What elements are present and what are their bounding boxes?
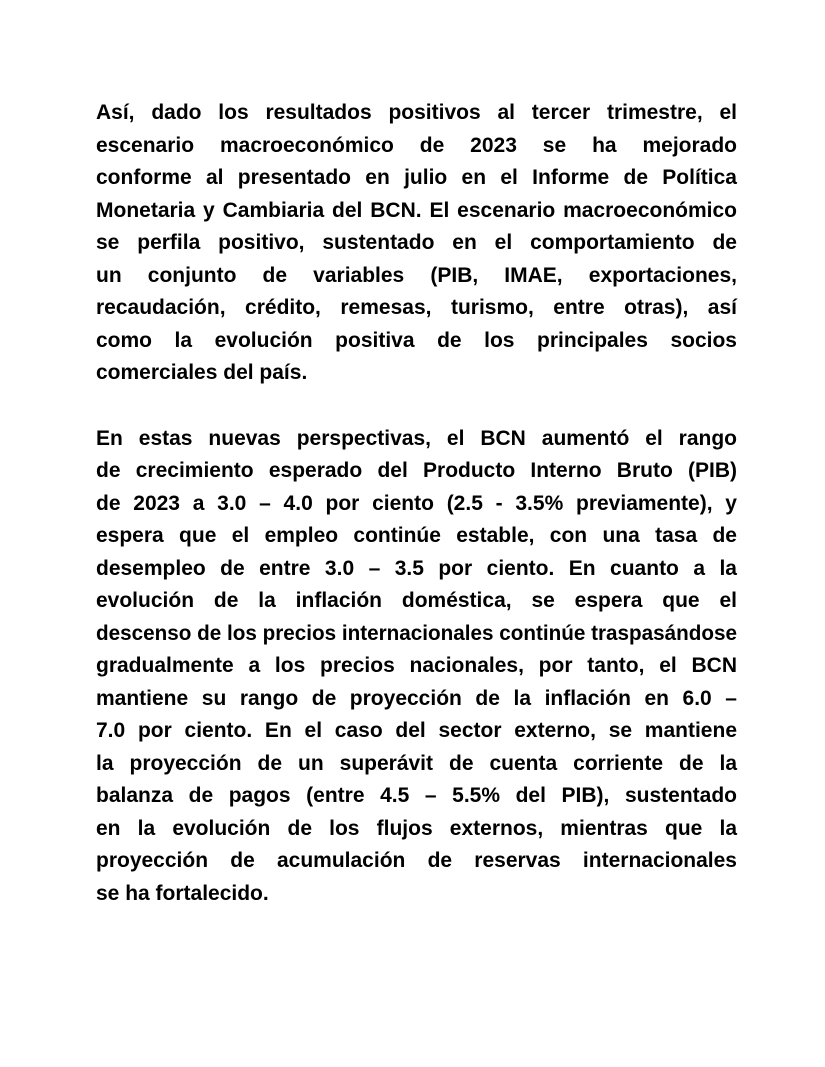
text-line: mantiene su rango de proyección de la inflación en 6.0 – (96, 686, 737, 710)
text-line: desempleo de entre 3.0 – 3.5 por ciento. En cuanto a la (96, 556, 737, 580)
text-line: se ha fortalecido. (96, 881, 269, 905)
text-line: de 2023 a 3.0 – 4.0 por ciento (2.5 - 3.5% previamente), y (96, 491, 737, 515)
text-line: la proyección de un superávit de cuenta corriente de la (96, 751, 737, 775)
text-line: de crecimiento esperado del Producto Interno Bruto (PIB) (96, 459, 737, 482)
text-line: espera que el empleo continúe estable, con una tasa de (96, 524, 737, 547)
text-line: 7.0 por ciento. En el caso del sector externo, se mantiene (96, 719, 737, 742)
text-line: se perfila positivo, sustentado en el comportamiento de (96, 231, 737, 254)
text-line: comerciales del país. (96, 361, 308, 384)
paragraph-1 (96, 97, 737, 390)
text-line: recaudación, crédito, remesas, turismo, entre otras), así (96, 296, 737, 319)
text-line: proyección de acumulación de reservas internacionales (96, 849, 737, 872)
text-line: Monetaria y Cambiaria del BCN. El escenario macroeconómico (96, 198, 737, 222)
text-line: en la evolución de los flujos externos, mientras que la (96, 816, 737, 840)
text-line: descenso de los precios internacionales continúe traspasándose (96, 621, 737, 645)
text-line: evolución de la inflación doméstica, se espera que el (96, 589, 737, 612)
text-line: gradualmente a los precios nacionales, por tanto, el BCN (96, 654, 737, 677)
text-line: un conjunto de variables (PIB, IMAE, exportaciones, (96, 263, 737, 287)
text-line: En estas nuevas perspectivas, el BCN aumentó el rango (96, 426, 737, 450)
text-line: como la evolución positiva de los principales socios (96, 328, 737, 352)
paragraph-2 (96, 423, 737, 911)
text-line: escenario macroeconómico de 2023 se ha mejorado (96, 133, 737, 157)
text-line: conforme al presentado en julio en el Informe de Política (96, 166, 737, 189)
text-block (96, 97, 737, 943)
text-line: balanza de pagos (entre 4.5 – 5.5% del PIB), sustentado (96, 784, 737, 807)
text-line: Así, dado los resultados positivos al tercer trimestre, el (96, 101, 737, 124)
